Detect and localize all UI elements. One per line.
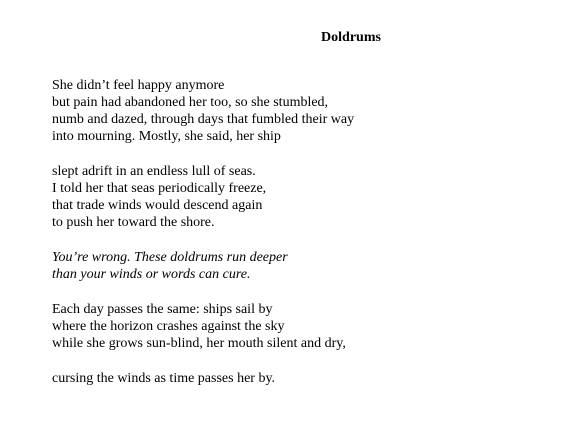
poem-line: You’re wrong. These doldrums run deeper (52, 250, 288, 265)
poem-line: into mourning. Mostly, she said, her ship (52, 129, 281, 144)
stanza-1 (52, 77, 562, 145)
poem-line: numb and dazed, through days that fumbled their way (52, 112, 355, 127)
stanza-4 (52, 301, 562, 352)
stanza-3-italic (52, 249, 562, 283)
poem-line: where the horizon crashes against the sky (52, 319, 285, 334)
poem-line: than your winds or words can cure. (52, 267, 251, 282)
poem-line: Each day passes the same: ships sail by (52, 302, 273, 317)
stanza-2 (52, 163, 562, 231)
poem-line: while she grows sun-blind, her mouth silent and dry, (52, 336, 346, 351)
poem-line: She didn’t feel happy anymore (52, 78, 225, 93)
poem-body (52, 77, 562, 405)
poem-line: slept adrift in an endless lull of seas. (52, 164, 256, 179)
poem-line: I told her that seas periodically freeze, (52, 181, 267, 196)
poem-line: to push her toward the shore. (52, 215, 215, 230)
poem-line: but pain had abandoned her too, so she stumbled, (52, 95, 329, 110)
stanza-5 (52, 370, 562, 387)
poem-title: Doldrums (321, 30, 381, 45)
poem-line: that trade winds would descend again (52, 198, 263, 213)
poem-line: cursing the winds as time passes her by. (52, 371, 276, 386)
